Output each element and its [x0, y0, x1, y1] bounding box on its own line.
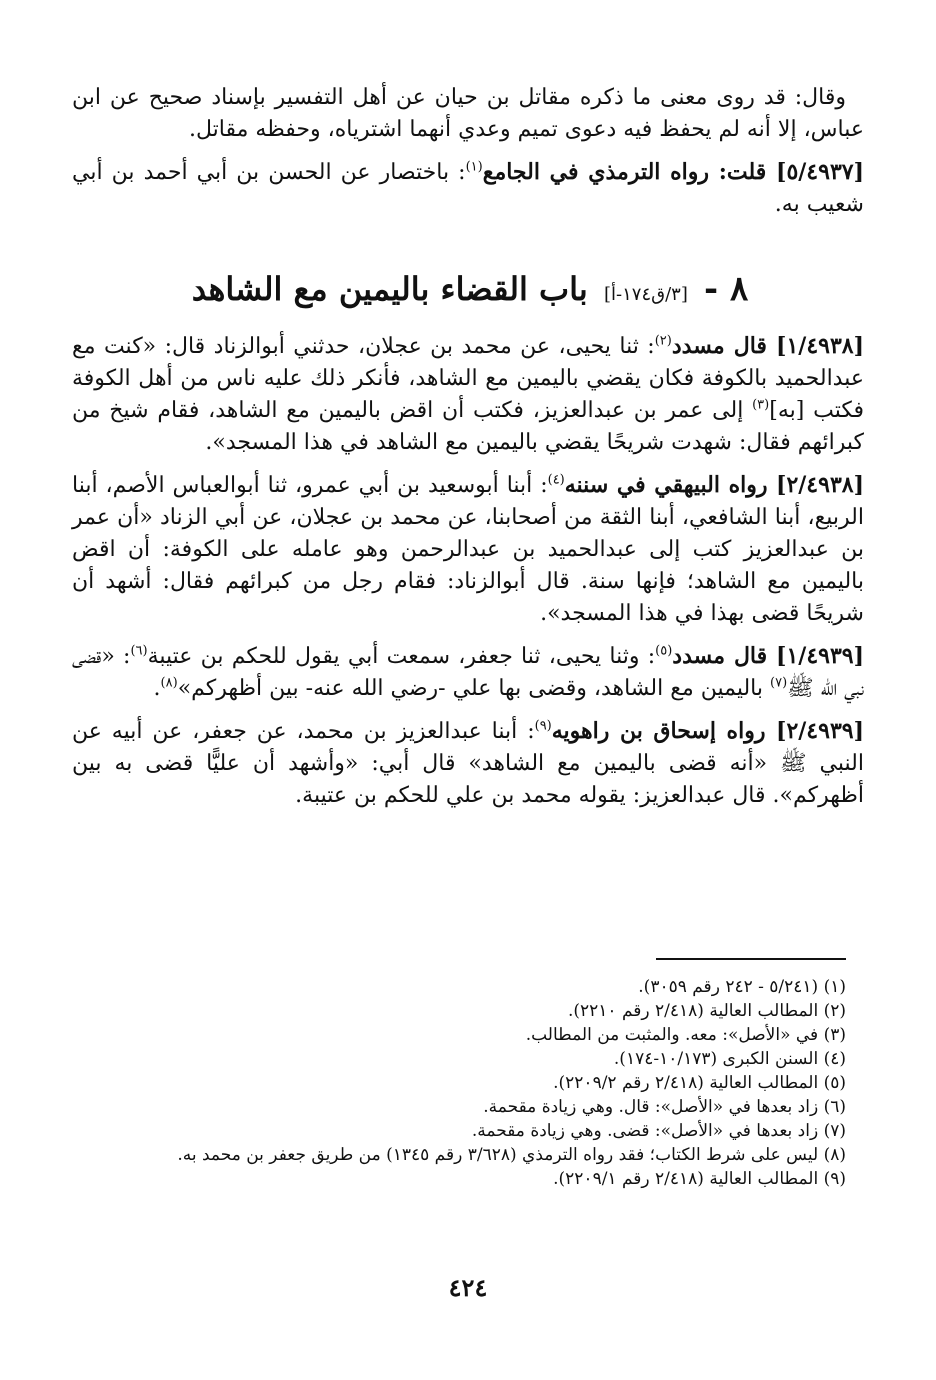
hadith-text-4938-2: : أبنا أبوسعيد بن أبي عمرو، ثنا أبوالعباس الأصم، أبنا الربيع، أبنا الشافعي، أبنا الثقة من أصحابنا، عن محمد بن عجلان، عن أبي الزناد «أن عمر بن عبدالعزيز كتب إلى عبدالحميد بن عبدالرحمن وهو عامله على الكوفة: أن اقض باليمين مع الشاهد؛ فإنها سنة. قال أبوالزناد: فقام رجل من كبرائهم فقال: أشهد أن شريحًا قضى بهذا في هذا المسجد». — [72, 473, 864, 626]
hadith-text-4939-1c: باليمين مع الشاهد، وقضى بها علي -رضي الله عنه- بين أظهركم» — [177, 676, 770, 701]
footnote-3: (٣) في «الأصل»: معه. والمثبت من المطالب. — [525, 1025, 846, 1045]
footnote-7: (٧) زاد بعدها في «الأصل»: قضى. وهي زيادة مقحمة. — [471, 1121, 846, 1141]
hadith-text-4939-1b: : «قضى نبي الله ﷺ — [72, 644, 864, 701]
footnote-ref-2: (٢) — [654, 333, 672, 349]
chapter-body — [72, 330, 864, 822]
footnote-ref-7: (٧) — [770, 675, 788, 691]
page-number: ٤٢٤ — [448, 1273, 488, 1302]
footnote-9: (٩) المطالب العالية (٢/٤١٨ رقم ٢٢٠٩/١). — [553, 1169, 846, 1189]
hadith-text-4937: : باختصار عن الحسن بن أبي أحمد بن أبي شعيب به. — [72, 160, 864, 217]
manuscript-folio: [٣/ق١٧٤-أ] — [604, 284, 688, 305]
footnote-2: (٢) المطالب العالية (٢/٤١٨ رقم ٢٢١٠). — [567, 1001, 846, 1021]
footnote-4: (٤) السنن الكبرى (١٠/١٧٣-١٧٤). — [613, 1049, 846, 1069]
footnote-6: (٦) زاد بعدها في «الأصل»: قال. وهي زيادة مقحمة. — [483, 1097, 846, 1117]
footnote-ref-3: (٣) — [752, 397, 770, 413]
main-text-block — [72, 82, 864, 231]
footnote-1: (١) (٥/٢٤١ - ٢٤٢ رقم ٣٠٥٩). — [638, 977, 846, 997]
chapter-number: ٨ - — [704, 269, 749, 309]
footnote-ref-6: (٦) — [130, 643, 148, 659]
footnote-5: (٥) المطالب العالية (٢/٤١٨ رقم ٢٢٠٩/٢). — [553, 1073, 846, 1093]
footnote-8: (٨) ليس على شرط الكتاب؛ فقد رواه الترمذي (٣/٦٢٨ رقم ١٣٤٥) من طريق جعفر بن محمد به. — [177, 1145, 846, 1165]
footnote-ref-9: (٩) — [534, 718, 552, 734]
paragraph-opening — [72, 82, 864, 146]
hadith-text-4939-2: : أبنا عبدالعزيز بن محمد، عن جعفر، عن أبيه عن النبي ﷺ «أنه قضى باليمين مع الشاهد» قال أبي: «وأشهد أن عليًّا قضى به بين أظهركم». قال عبدالعزيز: يقوله محمد بن علي للحكم بن عتيبة. — [72, 719, 864, 808]
hadith-text-4939-1d: . — [153, 676, 161, 701]
footnote-separator — [656, 958, 846, 960]
hadith-text-4938-1b: إلى عمر بن عبدالعزيز، فكتب أن اقض باليمين مع الشاهد، فقام شيخ من كبرائهم فقال: شهدت شريحًا يقضي باليمين مع الشاهد في هذا المسجد». — [72, 398, 864, 455]
paragraph-4939-2 — [72, 715, 864, 812]
paragraph-opening-text: وقال: قد روى معنى ما ذكره مقاتل بن حيان عن أهل التفسير بإسناد صحيح عن ابن عباس، إلا أنه لم يحفظ فيه دعوى تميم وعدي أنهما اشترياه، وحفظه مقاتل. — [72, 85, 864, 142]
hadith-label-4939-2: [٢/٤٩٣٩] رواه إسحاق بن راهويه — [551, 718, 864, 744]
hadith-label-4938-1: [١/٤٩٣٨] قال مسدد — [671, 333, 865, 359]
hadith-label-4937: [٥/٤٩٣٧] قلت: رواه الترمذي في الجامع — [482, 159, 864, 185]
paragraph-4938-1 — [72, 330, 864, 459]
paragraph-4937 — [72, 156, 864, 221]
hadith-text-4939-1a: : وثنا يحيى، ثنا جعفر، سمعت أبي يقول للحكم بن عتيبة — [147, 644, 656, 669]
chapter-title: باب القضاء باليمين مع الشاهد — [191, 270, 588, 308]
hadith-text-4938-1a: : ثنا يحيى، عن محمد بن عجلان، حدثني أبوالزناد قال: «كنت مع عبدالحميد بالكوفة فكان يقضي باليمين مع الشاهد، فأنكر ذلك عليه ناس من أهل الكوفة فكتب [به] — [72, 334, 865, 423]
hadith-label-4938-2: [٢/٤٩٣٨] رواه البيهقي في سننه — [564, 472, 864, 498]
footnote-ref-8: (٨) — [160, 675, 178, 691]
hadith-label-4939-1: [١/٤٩٣٩] قال مسدد — [672, 643, 865, 669]
footnote-ref-4: (٤) — [547, 472, 565, 488]
chapter-heading — [150, 268, 790, 316]
footnote-ref-1: (١) — [465, 159, 483, 175]
paragraph-4938-2 — [72, 469, 864, 630]
footnote-ref-5: (٥) — [655, 643, 673, 659]
footnotes — [72, 975, 846, 1191]
paragraph-4939-1 — [72, 640, 864, 705]
